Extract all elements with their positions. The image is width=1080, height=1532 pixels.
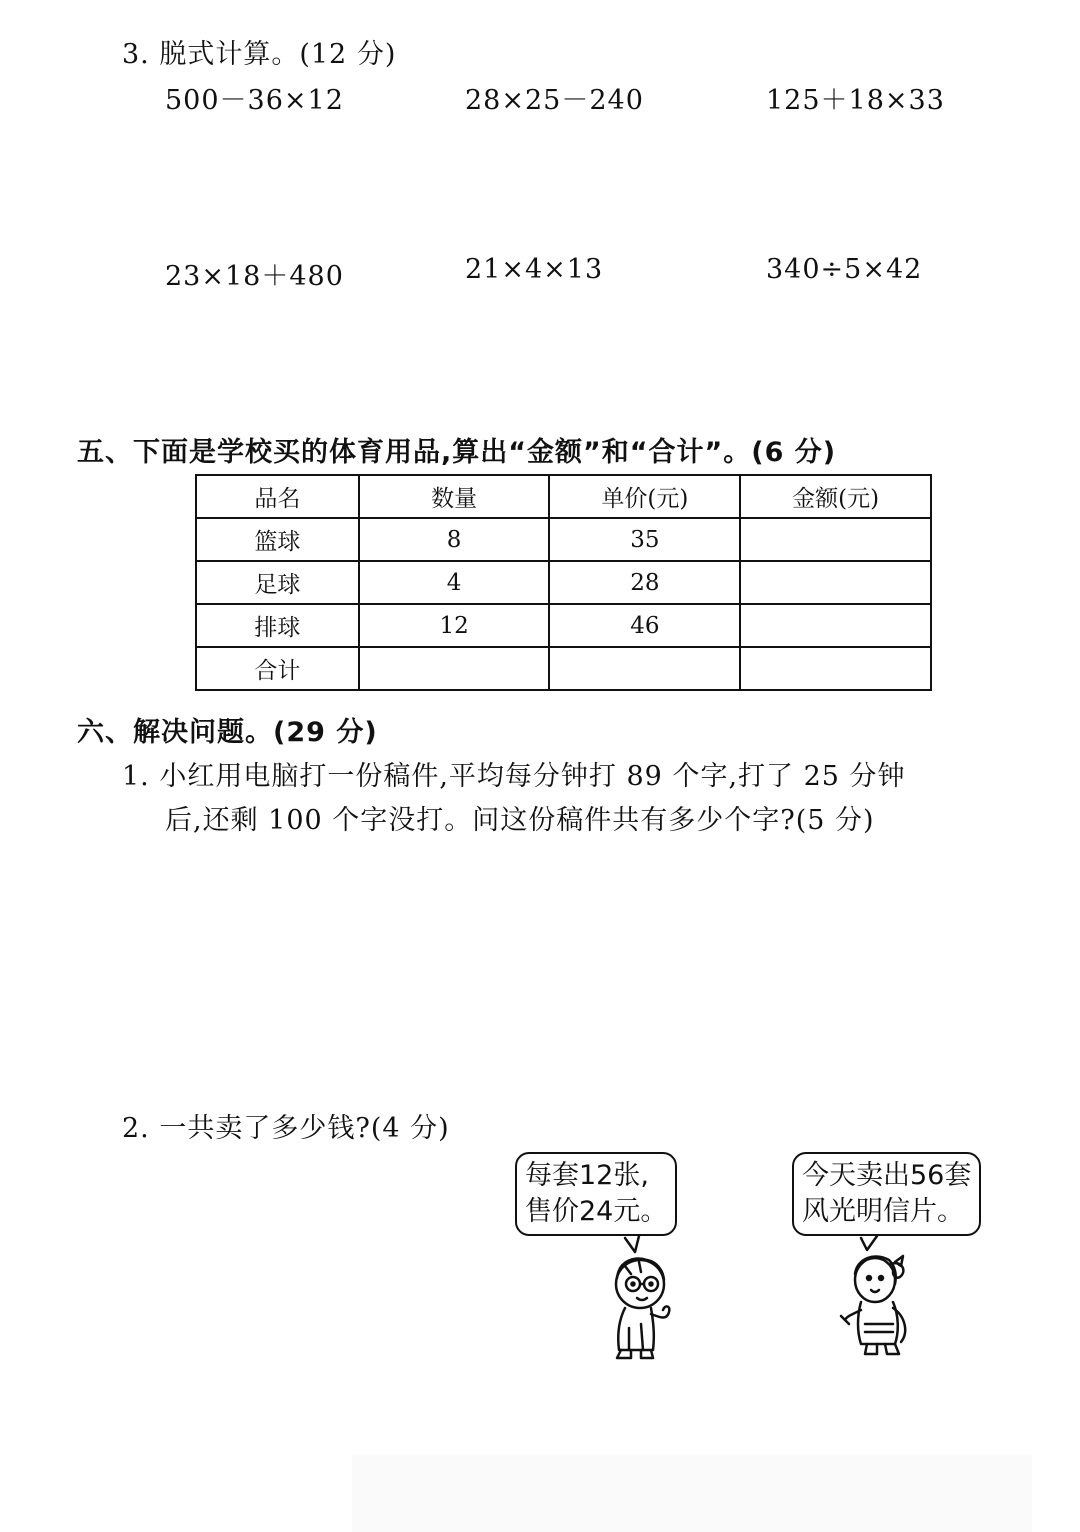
speech-bubble-boy — [515, 1152, 677, 1236]
table-row — [196, 518, 931, 561]
expression: 28×25－240 — [465, 85, 644, 116]
girl-illustration — [835, 1232, 935, 1362]
table-cell: 46 — [549, 604, 740, 647]
table-cell — [740, 561, 931, 604]
table-cell: 35 — [549, 518, 740, 561]
goods-table — [195, 474, 932, 691]
table-cell — [740, 604, 931, 647]
table-cell: 合计 — [196, 647, 359, 690]
table-header-row — [196, 475, 931, 518]
table-cell — [359, 647, 550, 690]
bubble-line: 每套12张, — [525, 1160, 649, 1191]
table-row — [196, 561, 931, 604]
boy-illustration — [595, 1232, 695, 1362]
table-cell: 足球 — [196, 561, 359, 604]
table-cell: 排球 — [196, 604, 359, 647]
table-header-cell: 数量 — [359, 475, 550, 518]
table-row — [196, 604, 931, 647]
table-cell — [740, 518, 931, 561]
expression: 340÷5×42 — [766, 254, 923, 285]
expression: 23×18＋480 — [165, 261, 344, 292]
table-cell — [740, 647, 931, 690]
table-cell: 8 — [359, 518, 550, 561]
problem-2: 2. 一共卖了多少钱?(4 分) — [122, 1113, 450, 1144]
bubble-line: 今天卖出56套 — [802, 1160, 972, 1191]
bubble-line: 风光明信片。 — [802, 1196, 964, 1227]
problem-1-line-2: 后,还剩 100 个字没打。问这份稿件共有多少个字?(5 分) — [165, 805, 875, 836]
section6-title: 六、解决问题。(29 分) — [77, 717, 378, 748]
table-cell: 28 — [549, 561, 740, 604]
table-cell: 12 — [359, 604, 550, 647]
table-header-cell: 金额(元) — [740, 475, 931, 518]
q3-title: 3. 脱式计算。(12 分) — [122, 39, 397, 70]
expression: 500－36×12 — [165, 85, 344, 116]
expression: 125＋18×33 — [766, 85, 945, 116]
speech-bubble-girl — [792, 1152, 981, 1236]
scan-artifact — [352, 1455, 1032, 1532]
expression: 21×4×13 — [465, 254, 604, 285]
problem-1-line-1: 1. 小红用电脑打一份稿件,平均每分钟打 89 个字,打了 25 分钟 — [122, 761, 906, 792]
table-row — [196, 647, 931, 690]
section5-title: 五、下面是学校买的体育用品,算出“金额”和“合计”。(6 分) — [77, 437, 837, 468]
table-header-cell: 品名 — [196, 475, 359, 518]
table-header-cell: 单价(元) — [549, 475, 740, 518]
table-cell: 篮球 — [196, 518, 359, 561]
table-cell: 4 — [359, 561, 550, 604]
bubble-line: 售价24元。 — [525, 1196, 668, 1227]
table-cell — [549, 647, 740, 690]
